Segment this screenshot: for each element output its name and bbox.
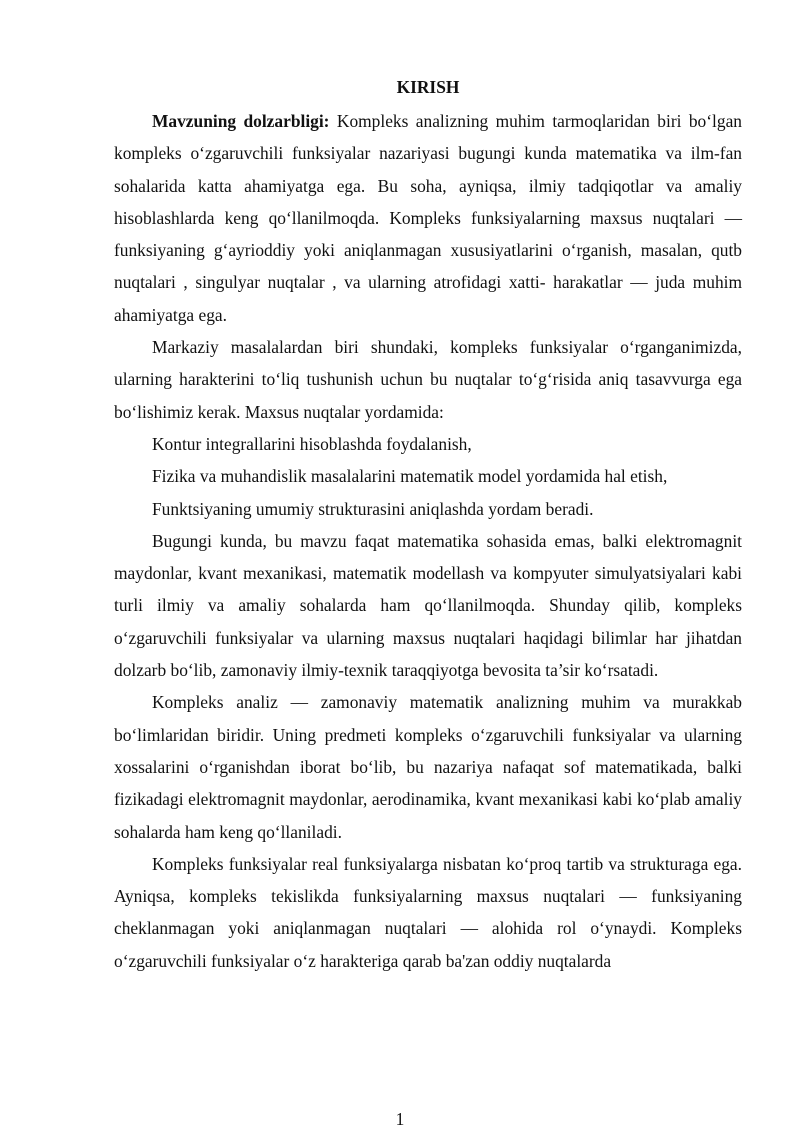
paragraph-complex-analysis: Kompleks analiz — zamonaviy matematik analizning muhim va murakkab bo‘limlaridan biridir. Uning predmeti kompleks o‘zgaruvchili funksiyalar va ularning xossalarini o‘rganishdan iborat bo‘lib, bu nazariya nafaqat sof matematikada, balki fizikadagi elektromagnit maydonlar, aerodinamika, kvant mexanikasi kabi ko‘plab amaliy sohalarda ham keng qo‘llaniladi.: [114, 692, 742, 842]
section-title: KIRISH: [396, 77, 460, 97]
list-item-function-structure: Funktsiyaning umumiy strukturasini aniqlashda yordam beradi.: [152, 498, 594, 519]
paragraph-complex-functions: Kompleks funksiyalar real funksiyalarga nisbatan ko‘proq tartib va strukturaga ega. Ayniqsa, kompleks tekislikda funksiyalarning maxsus nuqtalari — funksiyaning cheklanmagan yoki aniqlanmagan nuqtalari — alohida rol o‘ynaydi. Kompleks o‘zgaruvchili funksiyalar o‘z harakteriga qarab ba'zan oddiy nuqtalarda: [114, 853, 742, 971]
list-item-contour-integrals: Kontur integrallarini hisoblashda foydalanish,: [152, 433, 472, 454]
paragraph-applications: Bugungi kunda, bu mavzu faqat matematika sohasida emas, balki elektromagnit maydonlar, kvant mexanikasi, matematik modellash va kompyuter simulyatsiyalari kabi turli ilmiy va amaliy sohalarda ham qo‘llanilmoqda. Shunday qilib, kompleks o‘zgaruvchili funksiyalar va ularning maxsus nuqtalari haqidagi bilimlar har jihatdan dolzarb bo‘lib, zamonaviy ilmiy-texnik taraqqiyotga bevosita ta’sir ko‘rsatadi.: [114, 530, 742, 681]
page-number: 1: [395, 1109, 405, 1129]
paragraph-relevance: [114, 105, 742, 331]
relevance-lead: Mavzuning dolzarbligi:: [152, 111, 330, 131]
list-item-physics-engineering: Fizika va muhandislik masalalarini matematik model yordamida hal etish,: [152, 466, 668, 487]
paragraph-central-problem: Markaziy masalalardan biri shundaki, kompleks funksiyalar o‘rganganimizda, ularning harakterini to‘liq tushunish uchun bu nuqtalar to‘g‘risida aniq tasavvurga ega bo‘lishimiz kerak. Maxsus nuqtalar yordamida:: [114, 337, 742, 422]
document-page: [114, 74, 742, 977]
relevance-text: Kompleks analizning muhim tarmoqlaridan biri bo‘lgan kompleks o‘zgaruvchili funksiyalar nazariyasi bugungi kunda matematika va ilm-fan sohalarida katta ahamiyatga ega. Bu soha, ayniqsa, ilmiy tadqiqotlar va amaliy hisoblashlarda keng qo‘llanilmoqda. Kompleks funksiyalarning maxsus nuqtalari — funksiyaning g‘ayrioddiy yoki aniqlanmagan xususiyatlarini o‘rganish, masalan, qutb nuqtalari , singulyar nuqtalar , va ularning atrofidagi xatti- harakatlar — juda muhim ahamiyatga ega.: [114, 111, 742, 325]
